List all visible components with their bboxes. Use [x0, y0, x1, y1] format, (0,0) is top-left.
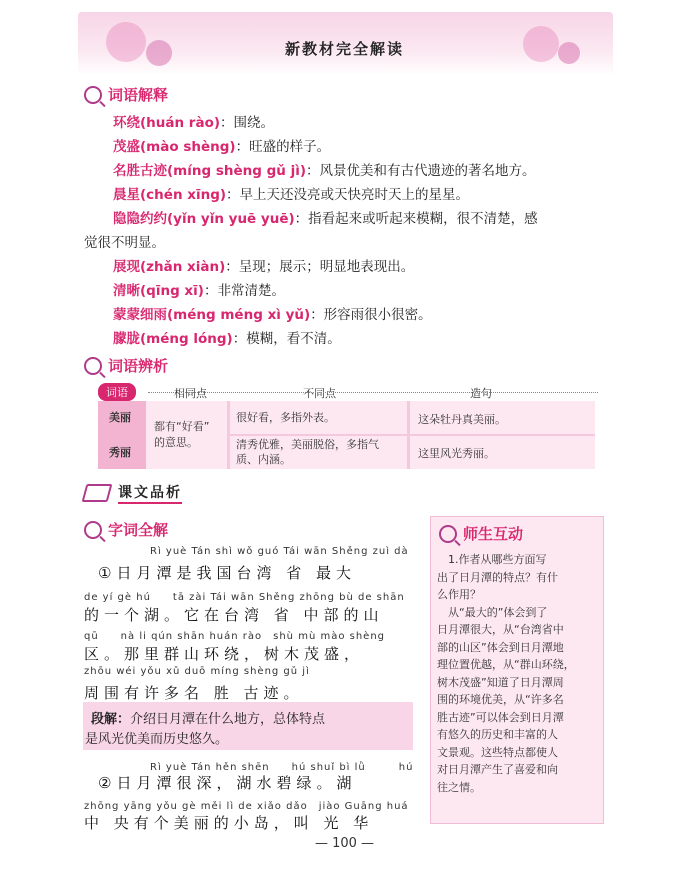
text-line: ①日月潭是我国台湾 省 最大 — [98, 564, 356, 582]
sidebar-line: 围的环境优美，从“许多名 — [437, 693, 564, 706]
vocab-entry — [113, 113, 274, 133]
paragraph-note — [83, 702, 413, 750]
pinyin-line: de yí gè hú tā zài Tái wān Shěng zhōng bù de shān — [84, 592, 405, 603]
row-word-2: 秀丽 — [109, 446, 131, 459]
vocab-definition: ：早上天还没亮或天快亮时天上的星星。 — [226, 187, 470, 203]
header-title: 新教材完全解读 — [284, 40, 404, 58]
sidebar-line: 胜古迹”可以体会到日月潭 — [437, 710, 564, 724]
section-title-vocab: 词语解释 — [84, 84, 168, 105]
vocab-definition: ：非常清楚。 — [203, 283, 285, 299]
sidebar-line: 有悠久的历史和丰富的人 — [437, 728, 558, 741]
vocab-definition: ：风景优美和有古代遗迹的著名地方。 — [306, 163, 536, 179]
header-word: 词语 — [98, 383, 136, 401]
sidebar-line: 理位置优越，从“群山环绕， — [437, 658, 575, 671]
vocab-entry — [113, 329, 341, 349]
text-line: 区。那里群山环绕，树木茂盛， — [84, 645, 365, 663]
vocab-definition: ：模糊，看不清。 — [232, 331, 341, 347]
vocab-term: 环绕(huán rào) — [113, 115, 221, 131]
sidebar-line: 从“最大的”体会到了 — [437, 605, 548, 619]
row-word-1: 美丽 — [109, 411, 131, 424]
vocab-entry — [113, 161, 536, 181]
note-line-1: 介绍日月潭在什么地方，总体特点 — [130, 712, 326, 727]
header-diff: 不同点 — [303, 387, 336, 400]
vocab-term: 展现(zhǎn xiàn) — [113, 259, 226, 275]
diff-2b: 质、内涵。 — [236, 453, 291, 466]
vocab-term: 茂盛(mào shèng) — [113, 139, 236, 155]
example-1: 这朵牡丹真美丽。 — [418, 413, 506, 426]
pinyin-line: Rì yuè Tán hěn shēn hú shuǐ bì lǜ hú — [150, 762, 414, 773]
sidebar-line: 对日月潭产生了喜爱和向 — [437, 763, 558, 776]
sidebar-line: 往之情。 — [437, 780, 481, 794]
sidebar-line: 么作用？ — [437, 588, 481, 601]
sidebar-interaction — [430, 516, 604, 824]
pinyin-line: Rì yuè Tán shì wǒ guó Tái wān Shěng zuì dà — [150, 546, 409, 557]
sidebar-line: 文景观。这些特点都使人 — [437, 745, 558, 759]
section-title-analysis: 课文品析 — [84, 482, 182, 504]
vocab-definition: ：形容雨很小很密。 — [310, 307, 432, 323]
vocab-term: 朦胧(méng lóng) — [113, 331, 233, 347]
compare-table-header — [98, 385, 598, 401]
diff-2a: 清秀优雅，美丽脱俗，多指气 — [236, 438, 379, 451]
common-1: 都有“好看” — [154, 420, 210, 433]
vocab-term: 晨星(chén xīng) — [113, 187, 227, 203]
text-line: ②日月潭很深，湖水碧绿。湖 — [98, 774, 357, 792]
pinyin-line: zhōng yāng yǒu gè měi lì de xiǎo dǎo jiào Guāng huá — [84, 801, 409, 812]
vocab-term: 蒙蒙细雨(méng méng xì yǔ) — [113, 307, 311, 323]
sidebar-line: 树木茂盛”知道了日月潭周 — [437, 675, 564, 689]
header-example: 造句 — [470, 387, 492, 400]
page-number: — 100 — — [314, 836, 375, 851]
vocab-entry — [84, 233, 165, 253]
vocab-term: 清晰(qīng xī) — [113, 283, 204, 299]
vocab-definition: ：旺盛的样子。 — [235, 139, 331, 155]
compare-table — [98, 401, 595, 469]
magnifier-icon — [84, 521, 102, 539]
vocab-definition: 觉很不明显。 — [84, 235, 165, 251]
text-line: 周围有许多名 胜 古迹。 — [84, 684, 304, 702]
vocab-entry — [113, 137, 330, 157]
book-icon — [82, 484, 113, 502]
vocab-definition: ：围绕。 — [220, 115, 275, 131]
pinyin-line: qū nà li qún shān huán rào shù mù mào shèng — [84, 631, 386, 642]
vocab-entry — [113, 257, 414, 277]
note-line-2: 是风光优美而历史悠久。 — [85, 732, 229, 747]
vocab-term: 名胜古迹(míng shèng gǔ jì) — [113, 163, 307, 179]
text-line: 中 央有个美丽的小岛，叫 光 华 — [84, 814, 374, 832]
diff-1: 很好看，多指外表。 — [236, 411, 335, 424]
vocab-definition: ：指看起来或听起来模糊，很不清楚，感 — [294, 211, 538, 227]
sidebar-title: 师生互动 — [439, 523, 523, 544]
note-label: 段解： — [91, 712, 131, 727]
vocab-entry — [113, 281, 285, 301]
magnifier-icon — [84, 86, 102, 104]
sidebar-line: 日月潭很大，从“台湾省中 — [437, 623, 564, 636]
sidebar-line: 出了日月潭的特点？有什 — [437, 570, 558, 584]
sidebar-line: 部的山区”体会到日月潭地 — [437, 640, 564, 654]
section-title-words: 字词全解 — [84, 519, 168, 540]
magnifier-icon — [439, 525, 457, 543]
vocab-definition: ：呈现；展示；明显地表现出。 — [225, 259, 415, 275]
pinyin-line: zhōu wéi yǒu xǔ duō míng shèng gǔ jì — [84, 666, 310, 677]
magnifier-icon — [84, 357, 102, 375]
vocab-entry — [113, 305, 432, 325]
common-2: 的意思。 — [154, 436, 198, 449]
text-line: 的一个湖。它在台湾 省 中部的山 — [84, 606, 384, 624]
sidebar-line: 1.作者从哪些方面写 — [437, 553, 547, 566]
vocab-term: 隐隐约约(yǐn yǐn yuē yuē) — [113, 211, 295, 227]
vocab-entry — [113, 209, 538, 229]
section-title-compare: 词语辨析 — [84, 355, 168, 376]
example-2: 这里风光秀丽。 — [418, 447, 495, 460]
header-common: 相同点 — [174, 387, 207, 400]
vocab-entry — [113, 185, 469, 205]
